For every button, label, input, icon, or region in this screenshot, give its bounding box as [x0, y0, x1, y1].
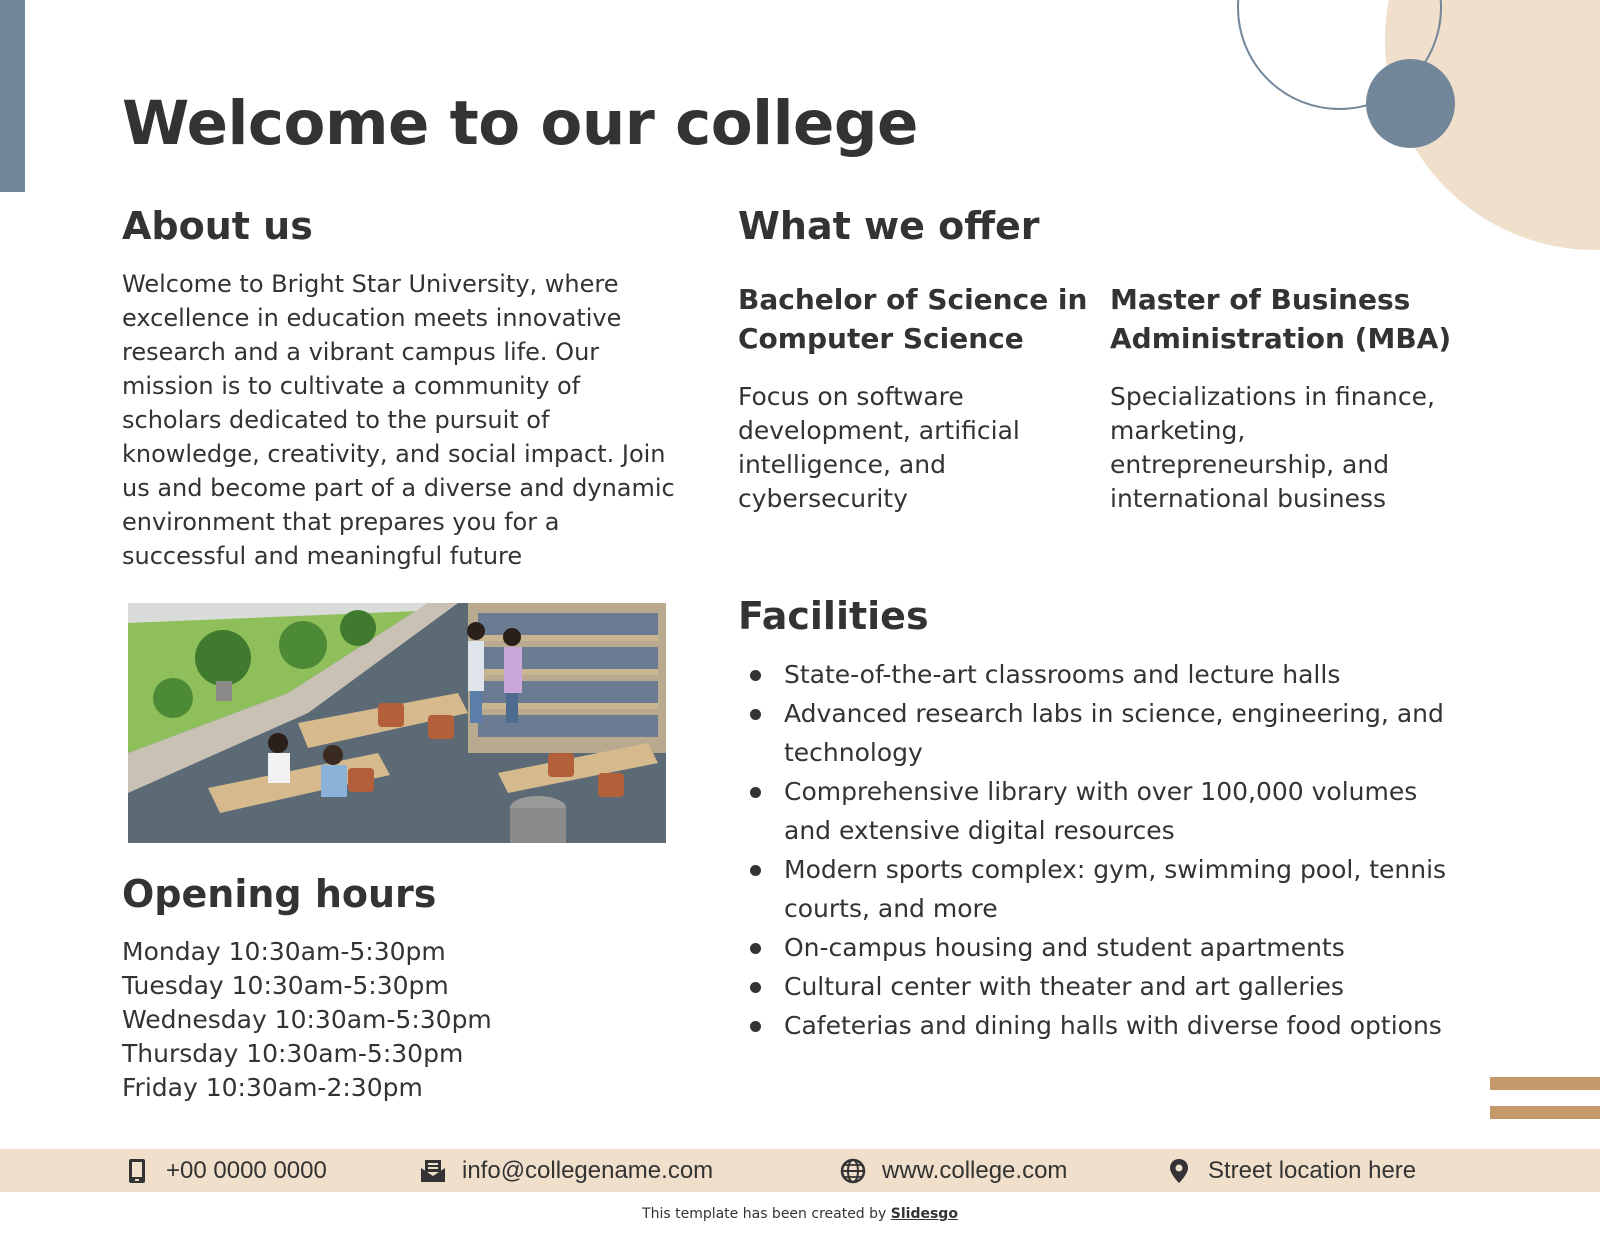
bullet-icon: [750, 982, 761, 993]
facilities-list: [738, 655, 1468, 1045]
email-icon: [420, 1158, 446, 1184]
decor-stripe-bottom: [1490, 1106, 1600, 1119]
bullet-icon: [750, 865, 761, 876]
campus-library-photo: [128, 603, 666, 843]
bullet-icon: [750, 943, 761, 954]
offer-heading: What we offer: [738, 204, 1040, 248]
hours-item: Tuesday 10:30am-5:30pm: [122, 971, 449, 1000]
contact-website: [840, 1149, 1067, 1192]
bullet-icon: [750, 787, 761, 798]
hours-item: Thursday 10:30am-5:30pm: [122, 1039, 464, 1068]
list-item: [738, 928, 1468, 967]
map-pin-icon: [1166, 1158, 1192, 1184]
list-item: [738, 694, 1468, 772]
program-description: Specializations in finance, marketing, entrepreneurship, and international business: [1110, 382, 1435, 513]
program-title: Bachelor of Science in Computer Science: [738, 283, 1088, 355]
template-credit: [0, 1206, 1600, 1222]
program-title: Master of Business Administration (MBA): [1110, 283, 1452, 355]
about-heading: About us: [122, 204, 313, 248]
website-url[interactable]: www.college.com: [882, 1156, 1068, 1184]
hours-item: Wednesday 10:30am-5:30pm: [122, 1005, 492, 1034]
facility-text: Cafeterias and dining halls with diverse food options: [784, 1011, 1442, 1040]
email-address[interactable]: info@collegename.com: [462, 1156, 714, 1184]
program-card: [1110, 280, 1460, 516]
opening-hours-heading: Opening hours: [122, 872, 437, 916]
facility-text: On-campus housing and student apartments: [784, 933, 1345, 962]
globe-icon: [840, 1158, 866, 1184]
list-item: [738, 1006, 1468, 1045]
phone-number: +00 0000 0000: [166, 1156, 327, 1184]
left-accent-bar: [0, 0, 25, 192]
opening-hours-list: [122, 935, 492, 1105]
decor-stripe-top: [1490, 1077, 1600, 1090]
about-text: Welcome to Bright Star University, where excellence in education meets innovative research and a vibrant campus life. Our mission is to cultivate a community of scholars dedicated to the pursuit of knowledge, creativity, and social impact. Join us and become part of a diverse and dynamic environment that prepares you for a successful and meaningful future: [122, 270, 675, 570]
hours-item: Friday 10:30am-2:30pm: [122, 1073, 423, 1102]
credit-text: This template has been created by: [642, 1206, 891, 1222]
contact-email: [420, 1149, 713, 1192]
facility-text: Modern sports complex: gym, swimming pool, tennis courts, and more: [784, 855, 1447, 923]
phone-icon: [124, 1158, 150, 1184]
facilities-heading: Facilities: [738, 594, 929, 638]
list-item: [738, 772, 1468, 850]
contact-phone: [124, 1149, 327, 1192]
program-card: [738, 280, 1088, 516]
bullet-icon: [750, 1021, 761, 1032]
street-location: Street location here: [1208, 1156, 1417, 1184]
list-item: [738, 967, 1468, 1006]
bullet-icon: [750, 709, 761, 720]
facility-text: Cultural center with theater and art galleries: [784, 972, 1344, 1001]
list-item: [738, 655, 1468, 694]
facility-text: Comprehensive library with over 100,000 volumes and extensive digital resources: [784, 777, 1418, 845]
slidesgo-link[interactable]: Slidesgo: [890, 1206, 958, 1222]
decor-blue-dot: [1366, 59, 1455, 148]
facility-text: Advanced research labs in science, engineering, and technology: [784, 699, 1444, 767]
facility-text: State-of-the-art classrooms and lecture halls: [784, 660, 1341, 689]
page-title: Welcome to our college: [122, 88, 918, 159]
list-item: [738, 850, 1468, 928]
program-description: Focus on software development, artificial intelligence, and cybersecurity: [738, 382, 1020, 513]
hours-item: Monday 10:30am-5:30pm: [122, 937, 446, 966]
contact-location: [1166, 1149, 1416, 1192]
bullet-icon: [750, 670, 761, 681]
